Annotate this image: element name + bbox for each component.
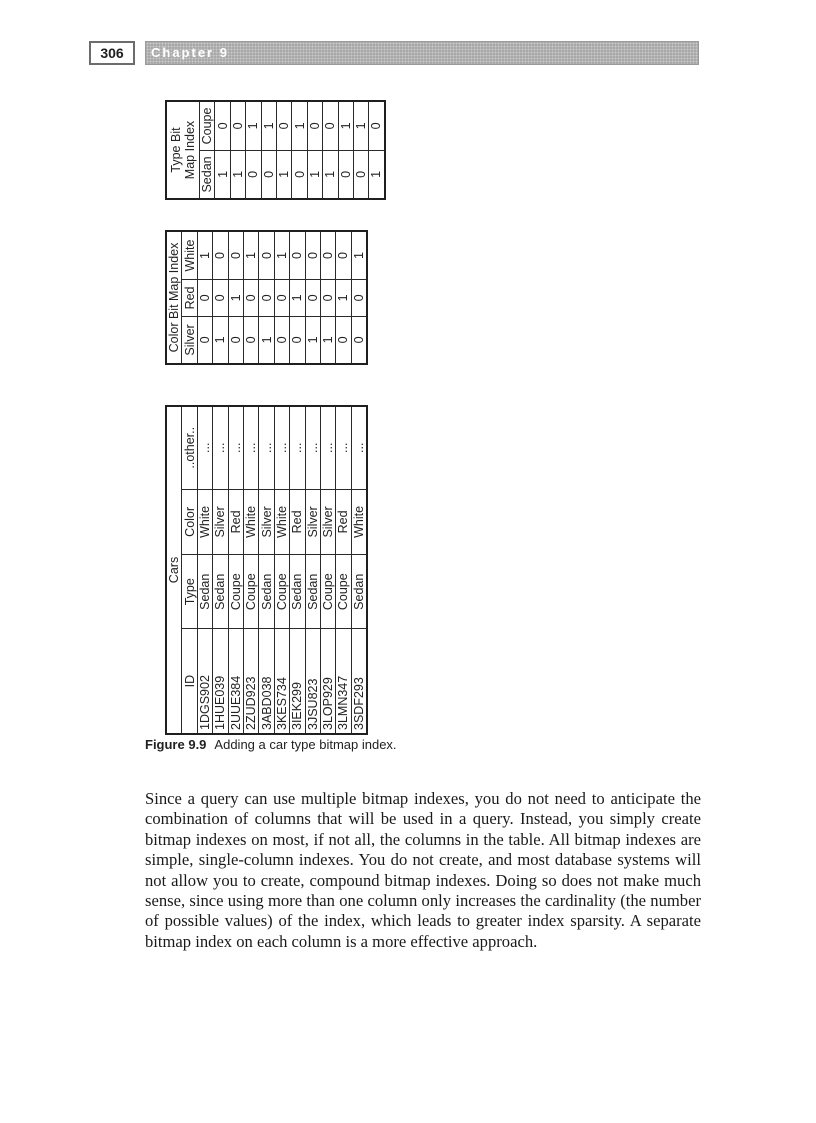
color-index-cell: 0 (336, 316, 351, 364)
cars-cell: ... (336, 406, 351, 489)
color-index-cell: 0 (336, 231, 351, 280)
cars-cell: Sedan (290, 555, 305, 629)
color-index-cell: 0 (274, 280, 289, 317)
color-index-cell: 0 (213, 280, 228, 317)
color-index-row (305, 231, 320, 364)
type-index-cell: 1 (230, 150, 245, 199)
type-index-cell: 0 (230, 101, 245, 150)
cars-cell: White (243, 489, 258, 555)
color-index-cell: 0 (305, 231, 320, 280)
color-index-header-cell: Silver (182, 316, 197, 364)
color-index-cell: 0 (305, 280, 320, 317)
cars-row (274, 406, 289, 734)
page-number: 306 (89, 41, 135, 65)
color-index-cell: 0 (290, 231, 305, 280)
color-index-row (243, 231, 258, 364)
color-index-cell: 0 (213, 231, 228, 280)
cars-cell: Coupe (336, 555, 351, 629)
type-index-title (166, 101, 200, 199)
body-paragraph (145, 789, 701, 952)
cars-cell: ... (274, 406, 289, 489)
cars-cell: Sedan (197, 555, 212, 629)
cars-cell: ... (320, 406, 335, 489)
type-index-row (261, 101, 276, 199)
cars-cell: White (274, 489, 289, 555)
cars-cell: 3JSU823 (305, 629, 320, 734)
cars-cell: Silver (320, 489, 335, 555)
cars-row (197, 406, 212, 734)
body-paragraph-text: Since a query can use multiple bitmap indexes, you do not need to anticipate the combination of columns that will be used in a query. Instead, you simply create bitmap indexes on most, if not all, the columns in the table. All bitmap indexes are simple, single-column indexes. You do not create, and most database systems will not allow you to create, compound bitmap indexes. Doing so does not make much sense, since using more than one column only increases the cardinality (the number of possible values) of the index, which leads to greater index sparsity. A separate bitmap index on each column is a more effective approach. (145, 789, 701, 951)
cars-row (228, 406, 243, 734)
color-bitmap-index (165, 230, 368, 365)
color-index-cell: 0 (351, 316, 367, 364)
cars-row (290, 406, 305, 734)
type-index-cell: 0 (292, 150, 307, 199)
type-index-cell: 0 (246, 150, 261, 199)
cars-cell: ... (259, 406, 274, 489)
type-index-cell: 0 (276, 101, 291, 150)
type-index-cell: 0 (215, 101, 230, 150)
type-index-row (338, 101, 353, 199)
cars-cell: Sedan (305, 555, 320, 629)
color-index-cell: 1 (228, 280, 243, 317)
cars-cell: ... (197, 406, 212, 489)
cars-cell: Red (336, 489, 351, 555)
cars-cell: Coupe (274, 555, 289, 629)
cars-cell: Silver (213, 489, 228, 555)
color-index-cell: 0 (259, 280, 274, 317)
cars-cell: Coupe (228, 555, 243, 629)
cars-cell: Coupe (320, 555, 335, 629)
cars-cell: Silver (305, 489, 320, 555)
type-index-cell: 1 (292, 101, 307, 150)
cars-row (243, 406, 258, 734)
cars-header-cell: Type (182, 555, 197, 629)
color-index-cell: 1 (290, 280, 305, 317)
type-index-cell: 0 (261, 150, 276, 199)
color-index-row (336, 231, 351, 364)
cars-cell: White (351, 489, 367, 555)
type-index-cell: 1 (369, 150, 385, 199)
cars-cell: ... (351, 406, 367, 489)
type-index-cell: 0 (338, 150, 353, 199)
figure-caption-text: Adding a car type bitmap index. (214, 737, 397, 752)
type-index-cell: 0 (353, 150, 368, 199)
cars-row (336, 406, 351, 734)
color-index-cell: 0 (351, 280, 367, 317)
type-index-row (369, 101, 385, 199)
color-index-header-cell: Red (182, 280, 197, 317)
color-index-row (197, 231, 212, 364)
color-index-cell: 1 (213, 316, 228, 364)
cars-cell: 3ABD038 (259, 629, 274, 734)
cars-header-cell: ID (182, 629, 197, 734)
figure-label: Figure 9.9 (145, 737, 207, 752)
cars-row (213, 406, 228, 734)
color-index-row (274, 231, 289, 364)
color-index-cell: 0 (259, 231, 274, 280)
type-bitmap-index (165, 100, 386, 200)
figure-9-9 (165, 100, 408, 735)
color-index-cell: 0 (274, 316, 289, 364)
color-index-row (320, 231, 335, 364)
cars-cell: White (197, 489, 212, 555)
color-index-cell: 0 (290, 316, 305, 364)
cars-cell: 1DGS902 (197, 629, 212, 734)
cars-cell: Sedan (259, 555, 274, 629)
cars-cell: 3LOP929 (320, 629, 335, 734)
color-index-cell: 1 (336, 280, 351, 317)
cars-cell: 3LMN347 (336, 629, 351, 734)
type-index-cell: 0 (369, 101, 385, 150)
type-index-cell: 1 (338, 101, 353, 150)
color-index-row (259, 231, 274, 364)
type-index-row (230, 101, 245, 199)
color-index-cell: 0 (228, 316, 243, 364)
cars-table (165, 405, 368, 735)
type-index-row (215, 101, 230, 199)
type-index-cell: 0 (323, 101, 338, 150)
cars-table-title: Cars (166, 406, 182, 734)
type-index-header-cell: Sedan (200, 150, 215, 199)
color-index-cell: 0 (197, 280, 212, 317)
color-index-cell: 0 (228, 231, 243, 280)
type-index-header-cell: Coupe (200, 101, 215, 150)
color-index-cell: 0 (197, 316, 212, 364)
color-index-cell: 1 (197, 231, 212, 280)
cars-header-cell: Color (182, 489, 197, 555)
cars-cell: Sedan (213, 555, 228, 629)
figure-caption (145, 737, 705, 752)
type-index-cell: 1 (307, 150, 322, 199)
cars-cell: ... (213, 406, 228, 489)
cars-row (320, 406, 335, 734)
color-index-header-cell: White (182, 231, 197, 280)
color-index-cell: 0 (320, 231, 335, 280)
type-index-cell: 0 (307, 101, 322, 150)
color-index-cell: 0 (320, 280, 335, 317)
color-index-cell: 1 (305, 316, 320, 364)
color-index-row (228, 231, 243, 364)
type-index-cell: 1 (215, 150, 230, 199)
type-index-title-line2: Map Index (183, 120, 197, 180)
type-index-row (292, 101, 307, 199)
color-index-cell: 0 (243, 280, 258, 317)
cars-cell: 2UUE384 (228, 629, 243, 734)
cars-row (305, 406, 320, 734)
color-index-title: Color Bit Map Index (166, 231, 182, 364)
color-index-cell: 1 (351, 231, 367, 280)
cars-cell: 3KES734 (274, 629, 289, 734)
cars-cell: 1HUE039 (213, 629, 228, 734)
cars-cell: 3SDF293 (351, 629, 367, 734)
color-index-row (213, 231, 228, 364)
cars-cell: 3IEK299 (290, 629, 305, 734)
cars-cell: ... (305, 406, 320, 489)
cars-cell: Red (290, 489, 305, 555)
color-index-cell: 1 (243, 231, 258, 280)
cars-cell: Silver (259, 489, 274, 555)
cars-row (259, 406, 274, 734)
type-index-cell: 1 (353, 101, 368, 150)
cars-cell: Coupe (243, 555, 258, 629)
type-index-cell: 1 (323, 150, 338, 199)
type-index-row (307, 101, 322, 199)
cars-cell: Red (228, 489, 243, 555)
cars-cell: Sedan (351, 555, 367, 629)
cars-row (351, 406, 367, 734)
color-index-row (290, 231, 305, 364)
color-index-cell: 1 (259, 316, 274, 364)
type-index-cell: 1 (276, 150, 291, 199)
cars-header-cell: ..other.. (182, 406, 197, 489)
type-index-row (353, 101, 368, 199)
cars-cell: ... (243, 406, 258, 489)
type-index-row (323, 101, 338, 199)
type-index-title-line1: Type Bit (169, 127, 183, 173)
cars-cell: ... (290, 406, 305, 489)
type-index-row (276, 101, 291, 199)
cars-cell: 2ZUD923 (243, 629, 258, 734)
type-index-row (246, 101, 261, 199)
cars-cell: ... (228, 406, 243, 489)
color-index-row (351, 231, 367, 364)
color-index-cell: 1 (274, 231, 289, 280)
type-index-cell: 1 (246, 101, 261, 150)
color-index-cell: 1 (320, 316, 335, 364)
type-index-cell: 1 (261, 101, 276, 150)
color-index-cell: 0 (243, 316, 258, 364)
chapter-header: Chapter 9 (145, 41, 699, 65)
